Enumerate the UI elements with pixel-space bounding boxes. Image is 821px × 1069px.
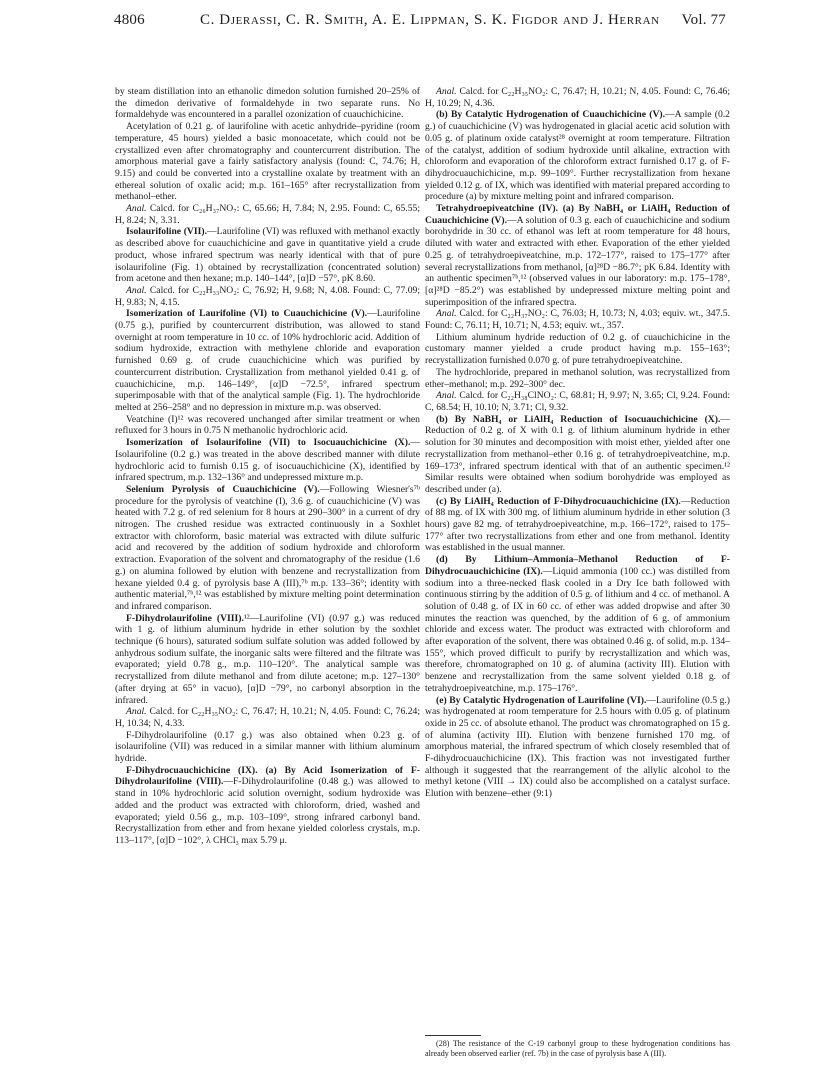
section-paragraph [115, 308, 420, 413]
section-paragraph [115, 226, 420, 285]
paragraph-text: —A sample (0.2 g.) of cuauchichicine (V) was hydrogenated in glacial acetic acid solution with 0.05 g. of platinum oxide catalyst²⁸ overnight at room temperature. Filtration of the catalyst, addition of sodium hydroxide until alkaline, extraction with chloroform and evaporation of the chloroform extract furnished 0.17 g. of F-dihydrocuauchichicine, m.p. 99–109°. Further recrystallization from hexane yielded 0.12 g. of IX, which was identified with material prepared according to procedure (a) by mixture melting point and infrared comparison. [425, 109, 730, 203]
paragraph-text: —Reduction of 88 mg. of IX with 300 mg. of lithium aluminum hydride in ether solution (3 hours) gave 82 mg. of tetrahydroepiveatchine, m.p. 166–172°, raised to 175–177° after two recrystallizations from ether and one from methanol. Identity was established in the usual manner. [425, 495, 730, 554]
paragraph-text: —Liquid ammonia (100 cc.) was distilled from sodium into a three-necked flask cooled in a Dry Ice bath followed with continuous stirring by the addition of 0.5 g. of lithium and 4 cc. of methanol. A solution of 0.48 g. of IX in 60 cc. of ether was added dropwise and after 30 minutes the reaction was quenched, by the addition of 6 g. of ammonium chloride and excess water. The product was extracted with chloroform and after evaporation of the solvent, there was obtained 0.46 g. of solid, m.p. 134–155°, which proved difficult to purify by recrystallization and which was, therefore, chromatographed on 10 g. of alumina (activity III). Elution with benzene and recrystallization from the same solvent yielded 0.18 g. of tetrahydroepiveatchine, m.p. 175–176°. [425, 565, 730, 694]
body-paragraph [115, 86, 420, 121]
section-heading: Tetrahydroepiveatchine (IV). (a) By NaBH₄ or LiAlH₄ Reduction of Cuauchichicine (V). [425, 203, 730, 226]
paragraph-text: Acetylation of 0.21 g. of laurifoline with acetic anhydride–pyridine (room temperature, 45 hours) yielded a basic monoacetate, which could not be crystallized even after chromatography and countercurrent distribution. The amorphous material gave a fairly satisfactory analysis (found: C, 74.76; H, 9.15) and could be converted into a crystalline oxalate by treatment with an ethereal solution of oxalic acid; m.p. 161–165° after recrystallization from methanol–ether. [115, 121, 420, 203]
footnote [425, 1039, 730, 1059]
paragraph-text: Calcd. for C₂₆H₃₇NO₇: C, 65.66; H, 7.84; N, 2.95. Found: C, 65.55; H, 8.24; N, 3.31. [115, 203, 420, 226]
section-heading: (b) By NaBH₄ or LiAlH₄ Reduction of Isocuauchichicine (X). [436, 413, 721, 425]
analysis-paragraph [115, 203, 420, 226]
section-paragraph [115, 437, 420, 484]
section-heading: Selenium Pyrolysis of Cuauchichicine (V). [126, 483, 320, 495]
paragraph-text: Veatchine (I)¹² was recovered unchanged after similar treatment or when refluxed for 3 hours in 0.75 N methanolic hydrochloric acid. [115, 413, 420, 437]
paragraph-text: —Laurifoline (VI) was refluxed with methanol exactly as described above for cuauchichicine and gave in quantitative yield a crude product, whose infrared spectrum was nearly identical with that of pure isolaurifoline (Fig. 1) obtained by recrystallization (concentrated solution) from acetone and then hexane; m.p. 140–144°, [α]D −57°, pK 8.60. [115, 226, 420, 285]
section-heading: Isomerization of Isolaurifoline (VII) to Isocuauchichicine (X). [126, 437, 411, 449]
paragraph-text: Lithium aluminum hydride reduction of 0.2 g. of cuauchichicine in the customary manner yielded a crude product having m.p. 155–163°; recrystallization furnished 0.070 g. of pure tetrahydroepiveatchine. [425, 331, 730, 367]
paragraph-text: Calcd. for C₂₂H₃₅NO₂: C, 76.47; H, 10.21; N, 4.05. Found: C, 76.24; H, 10.34; N, 4.33. [115, 706, 420, 729]
analysis-label: Anal. [126, 706, 147, 718]
footnote-text: (28) The resistance of the C-19 carbonyl group to these hydrogenation conditions has already been observed earlier (ref. 7b) in the case of pyrolysis base A (III). [425, 1039, 730, 1058]
paragraph-text: by steam distillation into an ethanolic dimedon solution furnished 20–25% of the dimedon derivative of formaldehyde in two separate runs. No formaldehyde was encountered in a parallel ozonization of cuauchichicine. [115, 86, 420, 121]
section-paragraph [425, 414, 730, 496]
body-paragraph [115, 414, 420, 437]
section-heading: Isolaurifoline (VII). [126, 226, 207, 238]
paragraph-text: Calcd. for C₂₂H₃₃NO₂: C, 76.92; H, 9.68; N, 4.08. Found: C, 77.09; H, 9.83; N, 4.15. [115, 284, 420, 308]
paragraph-text: The hydrochloride, prepared in methanol solution, was recrystallized from ether–methanol; m.p. 292–300° dec. [425, 366, 730, 390]
section-paragraph [115, 484, 420, 613]
section-heading: F-Dihydrolaurifoline (VIII). [126, 612, 244, 624]
section-paragraph [425, 109, 730, 203]
body-paragraph [115, 121, 420, 203]
paragraph-text: —F-Dihydrolaurifoline (0.48 g.) was allowed to stand in 10% hydrochloric acid solution overnight, sodium hydroxide was added and the product was extracted with chloroform, dried, washed and evaporated; yield 0.56 g., m.p. 103–109°, strong infrared carbonyl band. Recrystallization from ether and from hexane yielded colorless crystals, m.p. 113–117°, [α]D −102°, λ CHCl₃ max 5.79 μ. [115, 776, 420, 846]
section-paragraph [425, 496, 730, 555]
paragraph-text: ¹²—Laurifoline (VI) (0.97 g.) was reduced with 1 g. of lithium aluminum hydride in ether solution by the soxhlet technique (6 hours), saturated sodium sulfate solution was added followed by anhydrous sodium sulfate, the inorganic salts were filtered and the filtrate was evaporated; yield 0.78 g., m.p. 110–120°. The analytical sample was recrystallized from dilute methanol and from dilute acetone; m.p. 127–130° (after drying at 65° in vacuo), [α]D −79°, no carbonyl absorption in the infrared. [115, 612, 420, 706]
paragraph-text: Calcd. for C₂₂H₃₈ClNO₂: C, 68.81; H, 9.97; N, 3.65; Cl, 9.24. Found: C, 68.54; H, 10.10; N, 3.71; Cl, 9.32. [425, 390, 730, 413]
section-paragraph [425, 203, 730, 308]
page-number: 4806 [114, 12, 145, 28]
section-heading: (b) By Catalytic Hydrogenation of Cuauchichicine (V). [436, 109, 666, 121]
section-heading: F-Dihydrocuauchichicine (IX). (a) By Acid Isomerization of F-Dihydrolaurifoline (VIII). [115, 764, 420, 788]
left-column [115, 86, 420, 847]
paragraph-text: Calcd. for C₂₂H₃₅NO₂: C, 76.47; H, 10.21; N, 4.05. Found: C, 76.46; H, 10.29; N, 4.36. [425, 86, 730, 109]
body-paragraph [115, 730, 420, 765]
paragraph-text: —Following Wiesner's⁷ᵇ procedure for the pyrolysis of veatchine (I), 3.6 g. of cuauchichicine (V) was heated with 7.2 g. of red selenium for 8 hours at 290–300° in a current of dry nitrogen. The crushed residue was extracted continuously in a Soxhlet extractor with chloroform, basic material was extracted with dilute sulfuric acid and recovered by the addition of sodium hydroxide and chloroform extraction. Evaporation of the solvent and chromatography of the residue (1.6 g.) on alumina followed by elution with benzene and recrystallization from hexane yielded 0.4 g. of pyrolysis base A (III),⁷ᵇ m.p. 133–36°; identity with authentic material,⁷ᵇ,¹² was established by mixture melting point determination and infrared comparison. [115, 483, 420, 612]
section-heading: (e) By Catalytic Hydrogenation of Laurifoline (VI). [436, 694, 647, 706]
analysis-paragraph [425, 390, 730, 413]
section-paragraph [115, 765, 420, 847]
analysis-label: Anal. [436, 308, 457, 320]
running-header [114, 12, 726, 34]
analysis-paragraph [425, 308, 730, 331]
section-paragraph [115, 613, 420, 707]
running-header-authors: C. Djerassi, C. R. Smith, A. E. Lippman, S. K. Figdor and J. Herran [200, 12, 660, 28]
analysis-label: Anal. [126, 203, 147, 215]
paragraph-text: F-Dihydrolaurifoline (0.17 g.) was also obtained when 0.23 g. of isolaurifoline (VII) was reduced in a similar manner with lithium aluminum hydride. [115, 729, 420, 765]
right-column [425, 86, 730, 800]
section-paragraph [425, 695, 730, 800]
footnote-rule [425, 1035, 481, 1036]
body-paragraph [425, 332, 730, 367]
analysis-paragraph [115, 285, 420, 308]
analysis-paragraph [115, 706, 420, 729]
paragraph-text: —Reduction of 0.2 g. of X with 0.1 g. of lithium aluminum hydride in ether solution for 30 minutes and decomposition with moist ether, yielded after one recrystallization from methanol–ether 0.16 g. of tetrahydroepiveatchine, m.p. 169–173°, infrared spectrum identical with that of an authentic specimen.¹² Similar results were obtained when sodium borohydride was employed as described under (a). [425, 413, 730, 495]
analysis-label: Anal. [436, 86, 457, 97]
analysis-label: Anal. [436, 390, 457, 402]
analysis-paragraph [425, 86, 730, 109]
section-paragraph [425, 554, 730, 694]
body-paragraph [425, 367, 730, 390]
section-heading: (d) By Lithium–Ammonia–Methanol Reduction of F-Dihydrocuauchichicine (IX). [425, 554, 730, 577]
volume-label: Vol. 77 [681, 12, 726, 28]
section-heading: Isomerization of Laurifoline (VI) to Cuauchichicine (V). [126, 308, 368, 320]
paragraph-text: Calcd. for C₂₂H₃₇NO₂: C, 76.03; H, 10.73; N, 4.03; equiv. wt., 347.5. Found: C, 76.11; H, 10.71; N, 4.53; equiv. wt., 357. [425, 308, 731, 332]
paragraph-text: —Isolaurifoline (0.2 g.) was treated in the above described manner with dilute hydrochloric acid to furnish 0.15 g. of isocuauchichicine (X), identified by infrared spectrum, m.p. 132–136° and undepressed mixture m.p. [115, 437, 420, 484]
section-heading: (c) By LiAlH₄ Reduction of F-Dihydrocuauchichicine (IX). [436, 495, 681, 507]
paragraph-text: —A solution of 0.3 g. each of cuauchichicine and sodium borohydride in 30 cc. of ethanol was left at room temperature for 48 hours, diluted with water and extracted with ether. Evaporation of the ether yielded 0.25 g. of tetrahydroepiveatchine, m.p. 172–177°, raised to 175–177° after several recrystallizations from methanol, [α]²⁸D −86.7°; pK 6.84. Identity with an authentic specimen⁷ᵇ,¹² (observed values in our laboratory: m.p. 175–178°, [α]²⁸D −85.2°) was established by undepressed mixture melting point and superimposition of the infrared spectra. [425, 214, 731, 308]
paragraph-text: —Laurifoline (0.75 g.), purified by countercurrent distribution, was allowed to stand overnight at room temperature in 10 cc. of 10% hydrochloric acid. Addition of sodium hydroxide, extraction with methylene chloride and evaporation furnished 0.69 g. of crude cuauchichicine which was purified by countercurrent distribution. Crystallization from methanol yielded 0.41 g. of cuauchichicine, m.p. 146–149°, [α]D −72.5°, infrared spectrum superimposable with that of the analytical sample (Fig. 1). The hydrochloride melted at 256–258° and no depression in mixture m.p. was observed. [115, 308, 420, 413]
paragraph-text: —Laurifoline (0.5 g.) was hydrogenated at room temperature for 2.5 hours with 0.05 g. of platinum oxide in 25 cc. of absolute ethanol. The product was chromatographed on 15 g. of alumina (activity III). Elution with benzene furnished 170 mg. of amorphous material, the infrared spectrum of which closely resembled that of F-dihydrocuauchichicine (IX). This fraction was not investigated further although it suggested that the rearrangement of the allylic alcohol to the methyl ketone (VIII → IX) could also be accomplished on a catalyst surface. Elution with benzene–ether (9:1) [425, 694, 730, 800]
analysis-label: Anal. [126, 284, 147, 296]
